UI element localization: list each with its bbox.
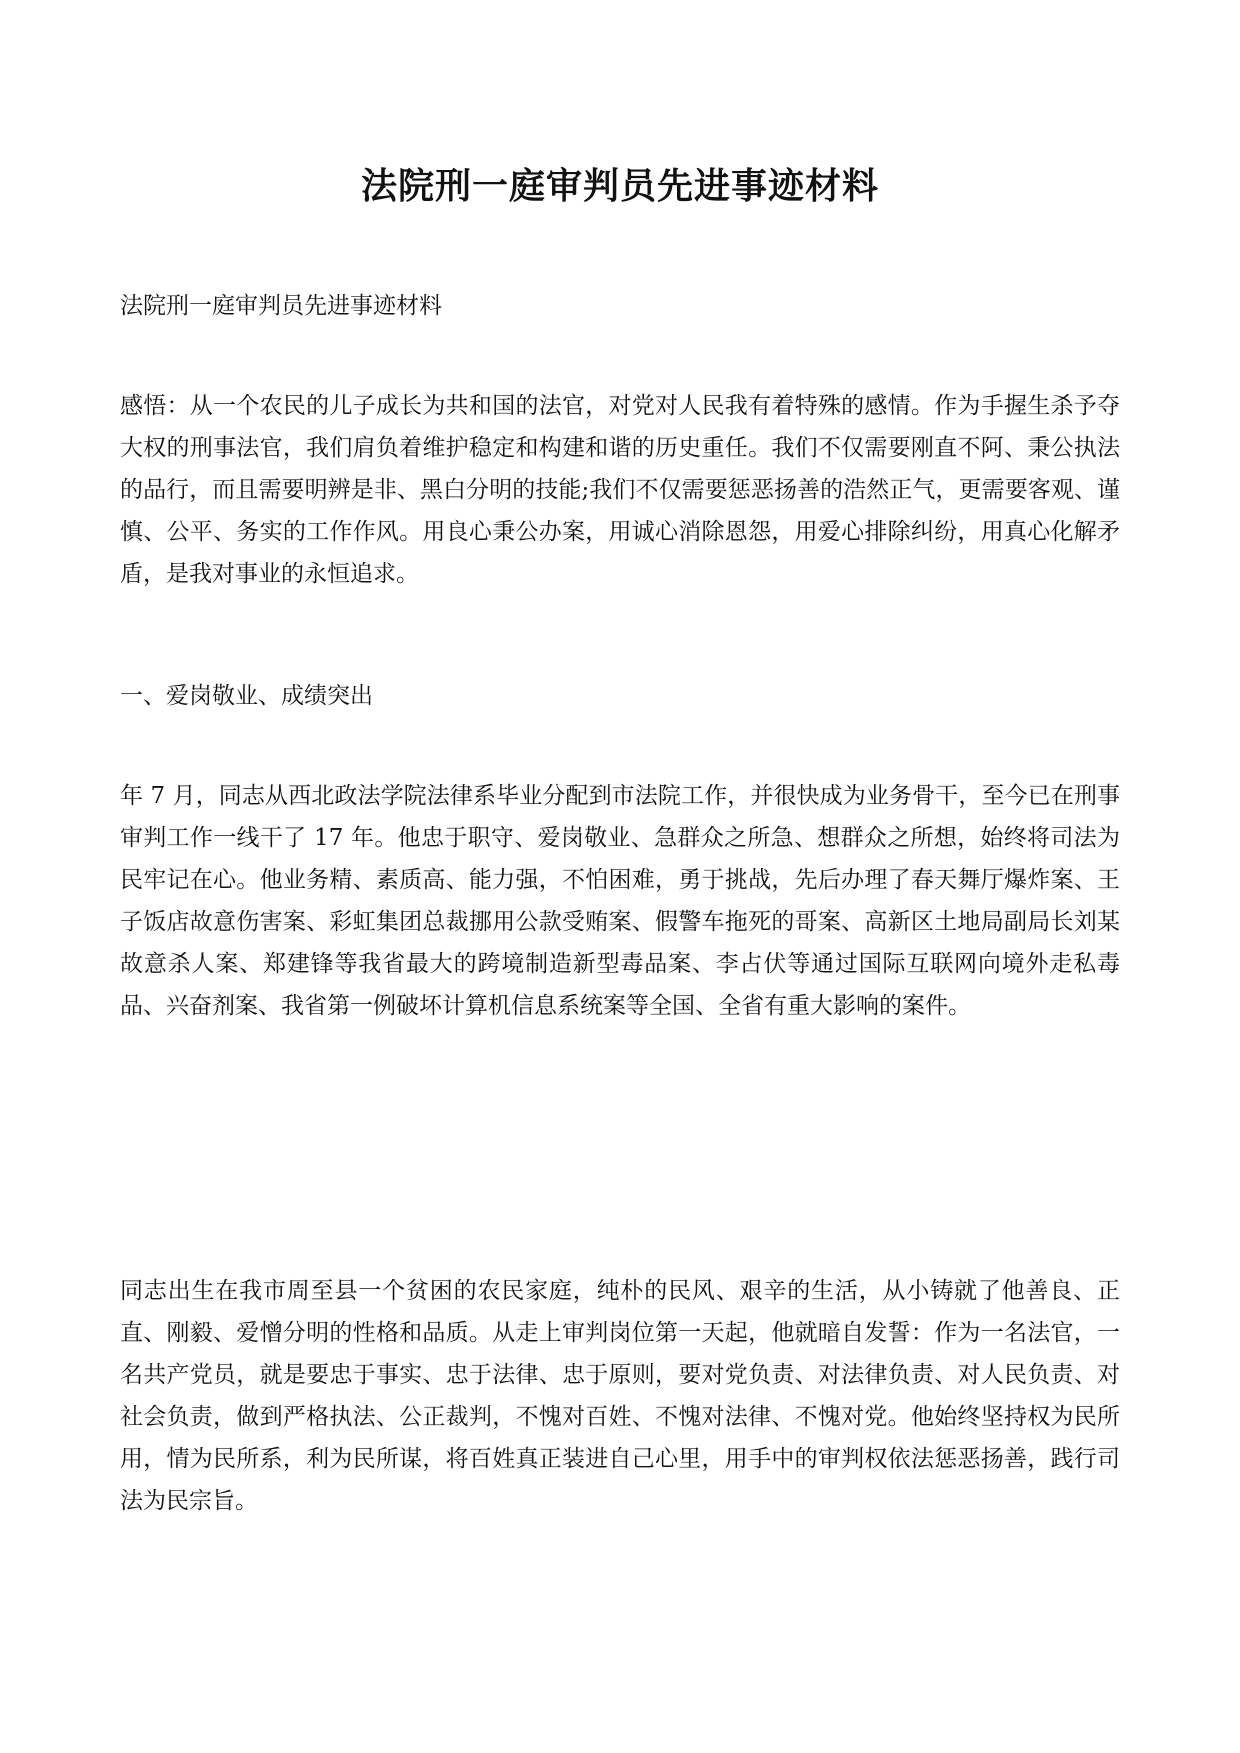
paragraph-career: 年 7 月，同志从西北政法学院法律系毕业分配到市法院工作，并很快成为业务骨干，至今已在刑事审判工作一线干了 17 年。他忠于职守、爱岗敬业、急群众之所急、想群众之所想，始终将司法为民牢记在心。他业务精、素质高、能力强，不怕困难，勇于挑战，先后办理了春天舞厅爆炸案、王子饭店故意伤害案、彩虹集团总裁挪用公款受贿案、假警车拖死的哥案、高新区土地局副局长刘某故意杀人案、郑建锋等我省最大的跨境制造新型毒品案、李占伏等通过国际互联网向境外走私毒品、兴奋剂案、我省第一例破坏计算机信息系统案等全国、全省有重大影响的案件。 — [120, 783, 1120, 1019]
paragraph-insight: 感悟：从一个农民的儿子成长为共和国的法官，对党对人民我有着特殊的感情。作为手握生杀予夺大权的刑事法官，我们肩负着维护稳定和构建和谐的历史重任。我们不仅需要刚直不阿、秉公执法的品行，而且需要明辨是非、黑白分明的技能;我们不仅需要惩恶扬善的浩然正气，更需要客观、谨慎、公平、务实的工作作风。用良心秉公办案，用诚心消除恩怨，用爱心排除纠纷，用真心化解矛盾，是我对事业的永恒追求。 — [120, 393, 1120, 587]
section-heading: 一、爱岗敬业、成绩突出 — [120, 683, 373, 709]
paragraph-background: 同志出生在我市周至县一个贫困的农民家庭，纯朴的民风、艰辛的生活，从小铸就了他善良、正直、刚毅、爱憎分明的性格和品质。从走上审判岗位第一天起，他就暗自发誓：作为一名法官，一名共产党员，就是要忠于事实、忠于法律、忠于原则，要对党负责、对法律负责、对人民负责、对社会负责，做到严格执法、公正裁判，不愧对百姓、不愧对法律、不愧对党。他始终坚持权为民所用，情为民所系，利为民所谋，将百姓真正装进自己心里，用手中的审判权依法惩恶扬善，践行司法为民宗旨。 — [120, 1278, 1120, 1514]
document-title: 法院刑一庭审判员先进事迹材料 — [360, 165, 879, 207]
document-subtitle: 法院刑一庭审判员先进事迹材料 — [120, 293, 442, 319]
